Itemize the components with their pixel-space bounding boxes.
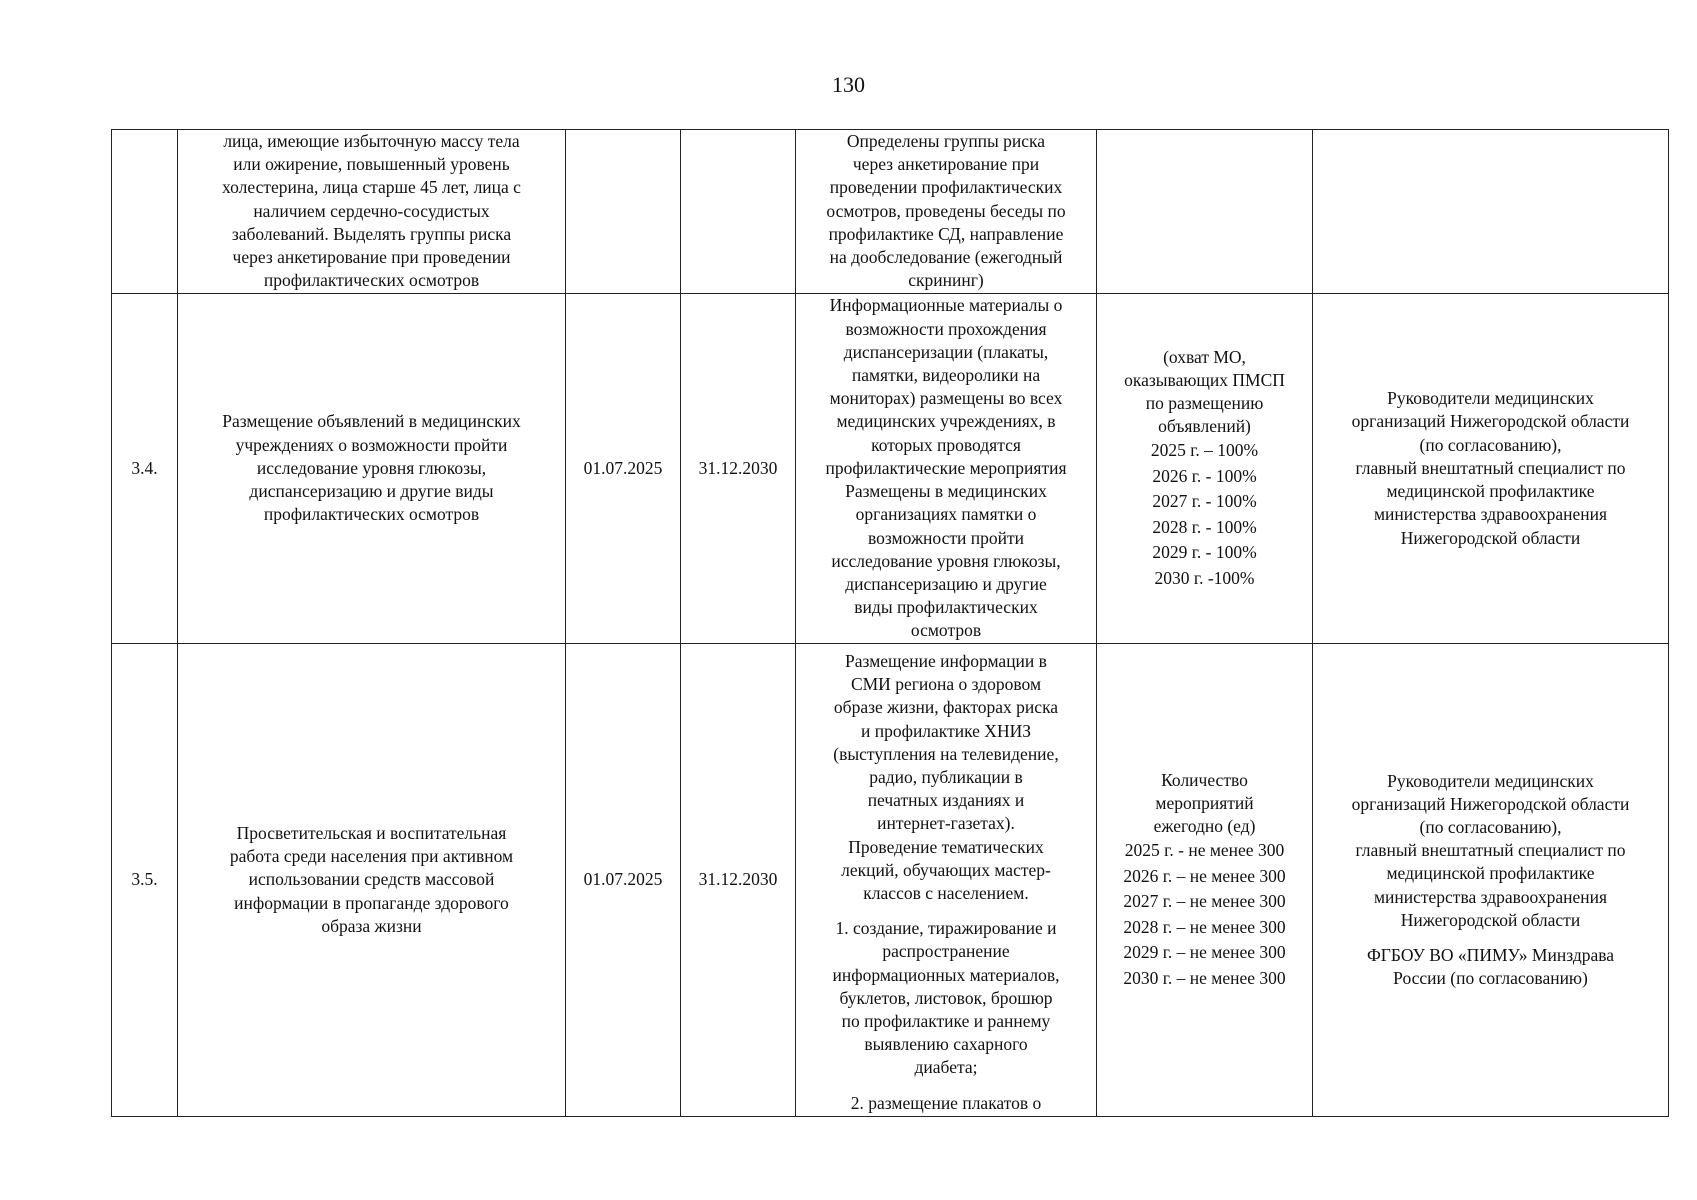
result-cell: Информационные материалы о возможности прохождения диспансеризации (плакаты, памятки, видеоролики на мониторах) размещены во всех медицинских учреждениях, в которых проводятся профилактические мероприятия Размещены в медицинских организациях памятки о возможности пройти исследование уровня глюкозы, диспансеризацию и другие виды профилактических осмотров: [796, 294, 1097, 644]
event-cell: Размещение объявлений в медицинских учреждениях о возможности пройти исследование уровня глюкозы, диспансеризацию и другие виды профилактических осмотров: [178, 294, 566, 644]
end-date-cell: [681, 130, 796, 294]
indicator-cell: [1097, 130, 1313, 294]
end-date-cell: 31.12.2030: [681, 294, 796, 644]
responsible-cell: [1313, 130, 1669, 294]
end-date-cell: 31.12.2030: [681, 644, 796, 1117]
result-cell: Определены группы риска через анкетирование при проведении профилактических осмотров, проведены беседы по профилактике СД, направление на дообследование (ежегодный скрининг): [796, 130, 1097, 294]
table-row: [112, 294, 1669, 644]
event-cell: лица, имеющие избыточную массу тела или ожирение, повышенный уровень холестерина, лица старше 45 лет, лица с наличием сердечно-сосудистых заболеваний. Выделять группы риска через анкетирование при проведении профилактических осмотров: [178, 130, 566, 294]
row-number-cell: 3.4.: [112, 294, 178, 644]
row-number-cell: 3.5.: [112, 644, 178, 1117]
indicator-cell: Количество мероприятий ежегодно (ед) 2025 г. - не менее 300 2026 г. – не менее 300 2027 г. – не менее 300 2028 г. – не менее 300 2029 г. – не менее 300 2030 г. – не менее 300: [1097, 644, 1313, 1117]
start-date-cell: 01.07.2025: [566, 294, 681, 644]
start-date-cell: 01.07.2025: [566, 644, 681, 1117]
result-cell: Размещение информации в СМИ региона о здоровом образе жизни, факторах риска и профилактике ХНИЗ (выступления на телевидение, радио, публикации в печатных изданиях и интернет-газетах). Проведение тематических лекций, обучающих мастер- классов с населением. 1. создание, тиражирование и распространение информационных материалов, буклетов, листовок, брошюр по профилактике и раннему выявлению сахарного диабета; 2. размещение плакатов о: [796, 644, 1097, 1117]
table-row: [112, 644, 1669, 1117]
page-number: 130: [832, 72, 865, 97]
activity-plan-table: [111, 129, 1669, 1117]
start-date-cell: [566, 130, 681, 294]
responsible-cell: Руководители медицинских организаций Нижегородской области (по согласованию), главный внештатный специалист по медицинской профилактике министерства здравоохранения Нижегородской области: [1313, 294, 1669, 644]
table-row: [112, 130, 1669, 294]
indicator-cell: (охват МО, оказывающих ПМСП по размещению объявлений) 2025 г. – 100% 2026 г. - 100% 2027 г. - 100% 2028 г. - 100% 2029 г. - 100% 2030 г. -100%: [1097, 294, 1313, 644]
row-number-cell: [112, 130, 178, 294]
responsible-cell: Руководители медицинских организаций Нижегородской области (по согласованию), главный внештатный специалист по медицинской профилактике министерства здравоохранения Нижегородской области ФГБОУ ВО «ПИМУ» Минздрава России (по согласованию): [1313, 644, 1669, 1117]
event-cell: Просветительская и воспитательная работа среди населения при активном использовании средств массовой информации в пропаганде здорового образа жизни: [178, 644, 566, 1117]
